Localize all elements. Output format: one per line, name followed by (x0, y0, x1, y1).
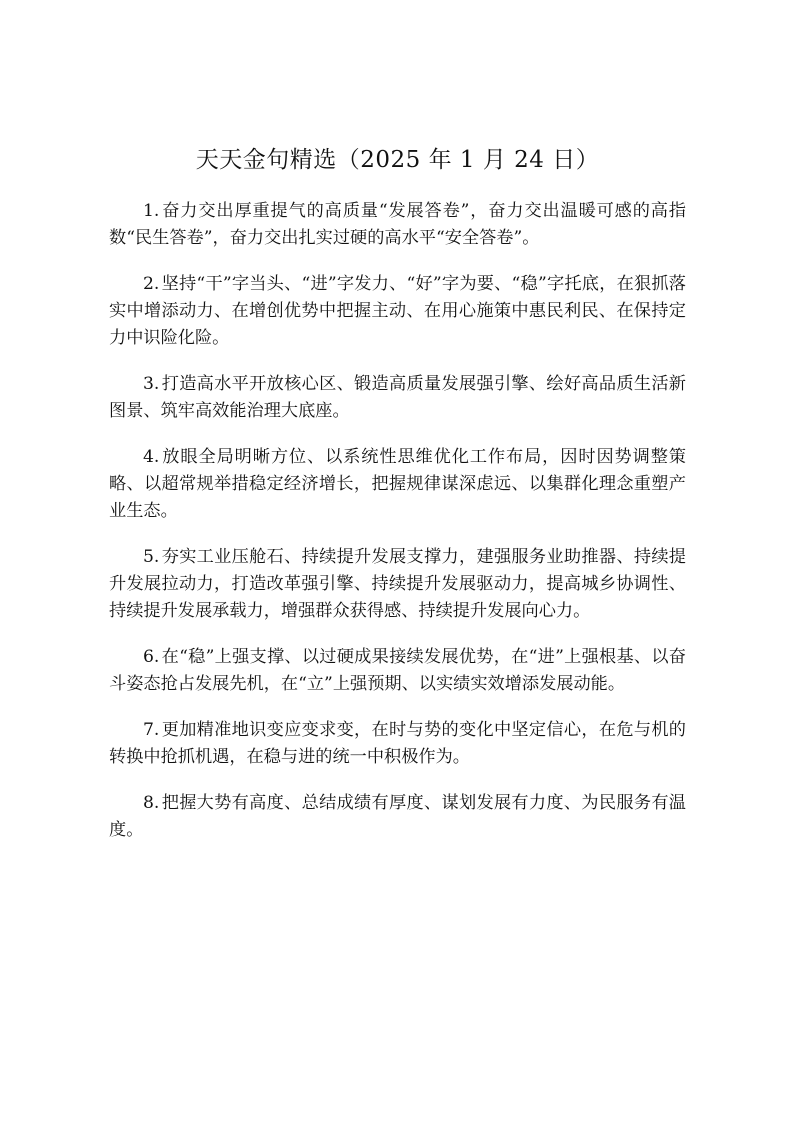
quote-text: 放眼全局明晰方位、以系统性思维优化工作布局，因时因势调整策略、以超常规举措稳定经济增长，把握规律谋深虑远、以集群化理念重塑产业生态。 (109, 447, 686, 521)
quote-list (109, 198, 686, 844)
quote-number: 6. (143, 647, 160, 667)
quote-text: 更加精准地识变应变求变，在时与势的变化中坚定信心，在危与机的转换中抢抓机遇，在稳与进的统一中积极作为。 (109, 720, 686, 767)
quote-number: 5. (143, 547, 160, 567)
quote-text: 奋力交出厚重提气的高质量“发展答卷”，奋力交出温暖可感的高指数“民生答卷”，奋力交出扎实过硬的高水平“安全答卷”。 (109, 201, 686, 248)
quote-number: 4. (143, 447, 160, 467)
quote-item (109, 544, 686, 625)
page-title: 天天金句精选（2025 年 1 月 24 日） (195, 147, 600, 173)
quote-text: 在“稳”上强支撑、以过硬成果接续发展优势，在“进”上强根基、以奋斗姿态抢占发展先机，在“立”上强预期、以实绩实效增添发展动能。 (109, 647, 686, 694)
quote-item (109, 271, 686, 352)
quote-number: 1. (143, 201, 160, 221)
quote-item (109, 444, 686, 525)
quote-text: 打造高水平开放核心区、锻造高质量发展强引擎、绘好高品质生活新图景、筑牢高效能治理大底座。 (109, 374, 686, 421)
quote-item (109, 790, 686, 844)
quote-item (109, 371, 686, 425)
quote-number: 7. (143, 720, 160, 740)
quote-item (109, 717, 686, 771)
quote-item (109, 644, 686, 698)
quote-item (109, 198, 686, 252)
quote-number: 2. (143, 274, 160, 294)
quote-number: 3. (143, 374, 160, 394)
quote-text: 夯实工业压舱石、持续提升发展支撑力，建强服务业助推器、持续提升发展拉动力，打造改革强引擎、持续提升发展驱动力，提高城乡协调性、持续提升发展承载力，增强群众获得感、持续提升发展向心力。 (109, 547, 686, 621)
quote-number: 8. (143, 793, 160, 813)
quote-text: 坚持“干”字当头、“进”字发力、“好”字为要、“稳”字托底，在狠抓落实中增添动力、在增创优势中把握主动、在用心施策中惠民利民、在保持定力中识险化险。 (109, 274, 686, 348)
quote-text: 把握大势有高度、总结成绩有厚度、谋划发展有力度、为民服务有温度。 (109, 793, 686, 840)
